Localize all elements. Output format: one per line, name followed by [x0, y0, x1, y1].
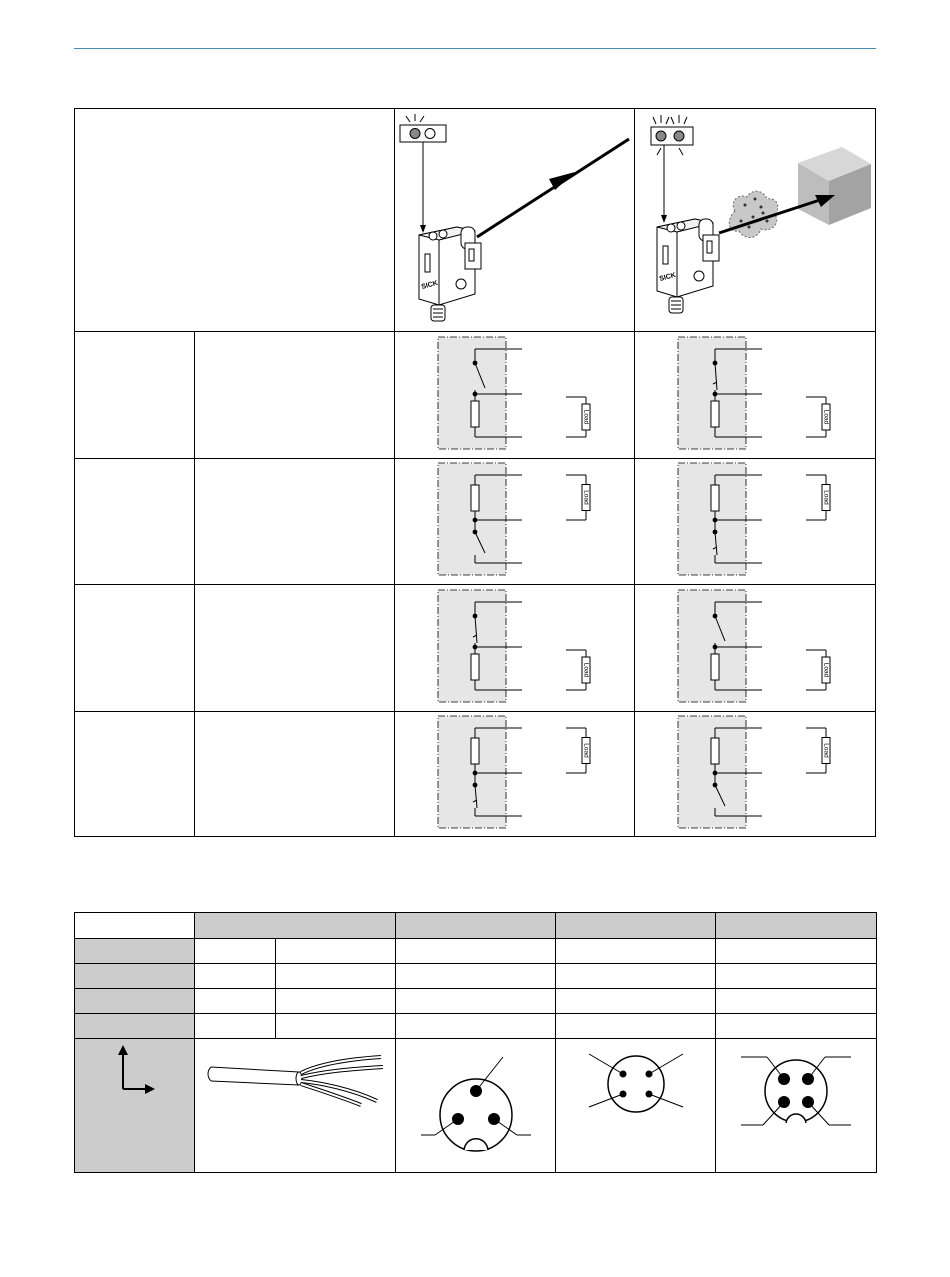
load-label: Load [582, 662, 590, 678]
svg-text:SICK: SICK [420, 279, 439, 291]
table-cell [276, 989, 396, 1014]
table-cell [195, 939, 276, 964]
table-cell [195, 1039, 396, 1173]
connector-3pin-icon [421, 1053, 531, 1153]
connector-4pin-icon [586, 1049, 686, 1119]
circuit-diagram [678, 463, 838, 579]
table-row [75, 1014, 877, 1039]
table-cell [556, 964, 716, 989]
circuit-diagram [438, 463, 598, 579]
table-cell [75, 989, 195, 1014]
table-row [75, 939, 877, 964]
cable-icon [201, 1039, 391, 1109]
table-cell [396, 1039, 556, 1173]
load-label: Load [822, 662, 830, 678]
load-label: Load [582, 743, 590, 758]
table-cell [716, 1039, 877, 1173]
header-rule [74, 48, 876, 49]
table-cell [396, 1014, 556, 1039]
table-row [75, 964, 877, 989]
table-cell [75, 964, 195, 989]
table-cell [396, 939, 556, 964]
circuit-diagram [678, 337, 838, 453]
sensor-beam-illustration [395, 109, 634, 331]
table-cell [276, 1014, 396, 1039]
circuit-diagram [438, 590, 598, 706]
table-row [75, 1039, 877, 1173]
photoelectric-sensor-icon [657, 219, 719, 313]
table-cell [716, 1014, 877, 1039]
photoelectric-sensor-icon [419, 227, 481, 321]
table-row [75, 989, 877, 1014]
table-cell [75, 939, 195, 964]
load-label: Load [822, 409, 830, 425]
table-cell [716, 913, 877, 939]
load-label: Load [582, 490, 590, 505]
table-cell [75, 1014, 195, 1039]
circuit-diagram [438, 337, 598, 453]
table-cell [276, 939, 396, 964]
table-cell [556, 989, 716, 1014]
led-indicator-icon [400, 114, 446, 233]
dust-cloud-icon [729, 191, 778, 237]
led-indicator-icon [651, 115, 693, 223]
table-cell [716, 989, 877, 1014]
axis-arrows-icon [113, 1045, 163, 1095]
connection-table [74, 912, 877, 1173]
table-cell [556, 913, 716, 939]
table-cell [556, 1014, 716, 1039]
load-label: Load [822, 490, 830, 505]
table-cell [396, 913, 556, 939]
table-cell [195, 989, 276, 1014]
table-cell [396, 989, 556, 1014]
table-cell [75, 913, 195, 939]
load-label: Load [822, 743, 830, 758]
table-cell [396, 964, 556, 989]
table-cell [716, 964, 877, 989]
table-row [75, 913, 877, 939]
svg-text:SICK: SICK [658, 271, 677, 283]
table-cell [195, 964, 276, 989]
load-label: Load [582, 409, 590, 425]
connector-4pin-icon [741, 1051, 851, 1131]
table-cell [195, 1014, 276, 1039]
table-cell [716, 939, 877, 964]
table-cell [556, 939, 716, 964]
table-cell [195, 913, 396, 939]
circuit-diagram [678, 716, 838, 832]
circuit-diagram [678, 590, 838, 706]
cube-object-icon [798, 147, 871, 225]
table-cell [276, 964, 396, 989]
table-cell [75, 1039, 195, 1173]
table-cell [556, 1039, 716, 1173]
sensor-object-illustration [635, 109, 876, 331]
circuit-diagram [438, 716, 598, 832]
